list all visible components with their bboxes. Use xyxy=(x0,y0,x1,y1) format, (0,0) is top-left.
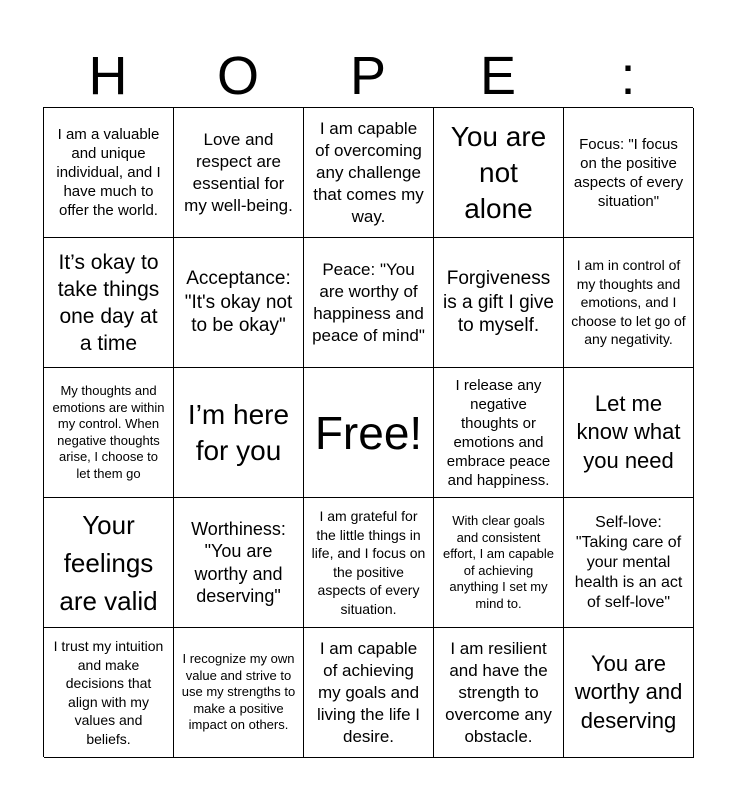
bingo-cell-r5c1[interactable] xyxy=(44,628,174,758)
bingo-cell-r2c2[interactable] xyxy=(174,238,304,368)
header-letter-o: O xyxy=(216,46,259,106)
bingo-cell-r4c5[interactable] xyxy=(564,498,694,628)
cell-text: You are worthy and deserving xyxy=(574,650,683,733)
bingo-cell-r3c2[interactable] xyxy=(174,368,304,498)
cell-text: Peace: "You are worthy of happiness and peace of mind" xyxy=(312,259,425,345)
bingo-cell-r1c2[interactable] xyxy=(174,108,304,238)
cell-text: I am resilient and have the strength to overcome any obstacle. xyxy=(445,638,552,746)
bingo-grid xyxy=(43,107,693,757)
bingo-cell-r4c4[interactable] xyxy=(434,498,564,628)
cell-text: I am capable of achieving my goals and living the life I desire. xyxy=(317,638,420,746)
bingo-cell-r3c1[interactable] xyxy=(44,368,174,498)
bingo-cell-r5c3[interactable] xyxy=(304,628,434,758)
bingo-cell-r1c3[interactable] xyxy=(304,108,434,238)
bingo-cell-r2c5[interactable] xyxy=(564,238,694,368)
header-letter-colon: : xyxy=(620,46,636,106)
free-space-text: Free! xyxy=(314,406,423,459)
header-letter-h: H xyxy=(88,46,128,106)
bingo-cell-r1c1[interactable] xyxy=(44,108,174,238)
cell-text: Forgiveness is a gift I give to myself. xyxy=(443,268,554,337)
cell-text: I am capable of overcoming any challenge that comes my way. xyxy=(313,118,424,226)
cell-text: Self-love: "Taking care of your mental health is an act of self-love" xyxy=(574,513,683,611)
bingo-cell-r4c1[interactable] xyxy=(44,498,174,628)
cell-text: Love and respect are essential for my well-being. xyxy=(184,129,293,215)
bingo-cell-r5c5[interactable] xyxy=(564,628,694,758)
cell-text: It’s okay to take things one day at a time xyxy=(57,250,160,355)
cell-text: Acceptance: "It's okay not to be okay" xyxy=(184,268,293,337)
bingo-cell-r4c2[interactable] xyxy=(174,498,304,628)
cell-text: With clear goals and consistent effort, I am capable of achieving anything I set my mind to. xyxy=(442,513,555,611)
bingo-cell-r5c4[interactable] xyxy=(434,628,564,758)
bingo-cell-r1c5[interactable] xyxy=(564,108,694,238)
cell-text: I trust my intuition and make decisions that align with my values and beliefs. xyxy=(53,638,164,747)
bingo-cell-r3c3[interactable] xyxy=(304,368,434,498)
cell-text: I am grateful for the little things in life, and I focus on the positive aspects of every situation. xyxy=(311,508,426,617)
cell-text: Focus: "I focus on the positive aspects of every situation" xyxy=(573,135,684,210)
header-letter-e: E xyxy=(479,46,517,106)
bingo-cell-r2c1[interactable] xyxy=(44,238,174,368)
bingo-header xyxy=(43,44,693,108)
cell-text: Let me know what you need xyxy=(576,390,681,473)
bingo-cell-r1c4[interactable] xyxy=(434,108,564,238)
cell-text: You are not alone xyxy=(450,120,547,224)
cell-text: I recognize my own value and strive to use my strengths to make a positive impact on others. xyxy=(181,651,296,733)
cell-text: I am in control of my thoughts and emotions, and I choose to let go of any negativity. xyxy=(571,257,686,348)
cell-text: I release any negative thoughts or emotions and embrace peace and happiness. xyxy=(446,376,551,489)
cell-text: Your feelings are valid xyxy=(59,509,158,616)
bingo-cell-r5c2[interactable] xyxy=(174,628,304,758)
cell-text: Worthiness: "You are worthy and deserving" xyxy=(191,518,286,606)
bingo-cell-r2c4[interactable] xyxy=(434,238,564,368)
bingo-cell-r4c3[interactable] xyxy=(304,498,434,628)
header-letter-p: P xyxy=(349,46,387,106)
bingo-cell-r2c3[interactable] xyxy=(304,238,434,368)
cell-text: I am a valuable and unique individual, and I have much to offer the world. xyxy=(56,126,161,219)
cell-text: I’m here for you xyxy=(187,398,290,466)
bingo-cell-r3c4[interactable] xyxy=(434,368,564,498)
cell-text: My thoughts and emotions are within my control. When negative thoughts arise, I choose to let them go xyxy=(52,383,165,481)
bingo-cell-r3c5[interactable] xyxy=(564,368,694,498)
